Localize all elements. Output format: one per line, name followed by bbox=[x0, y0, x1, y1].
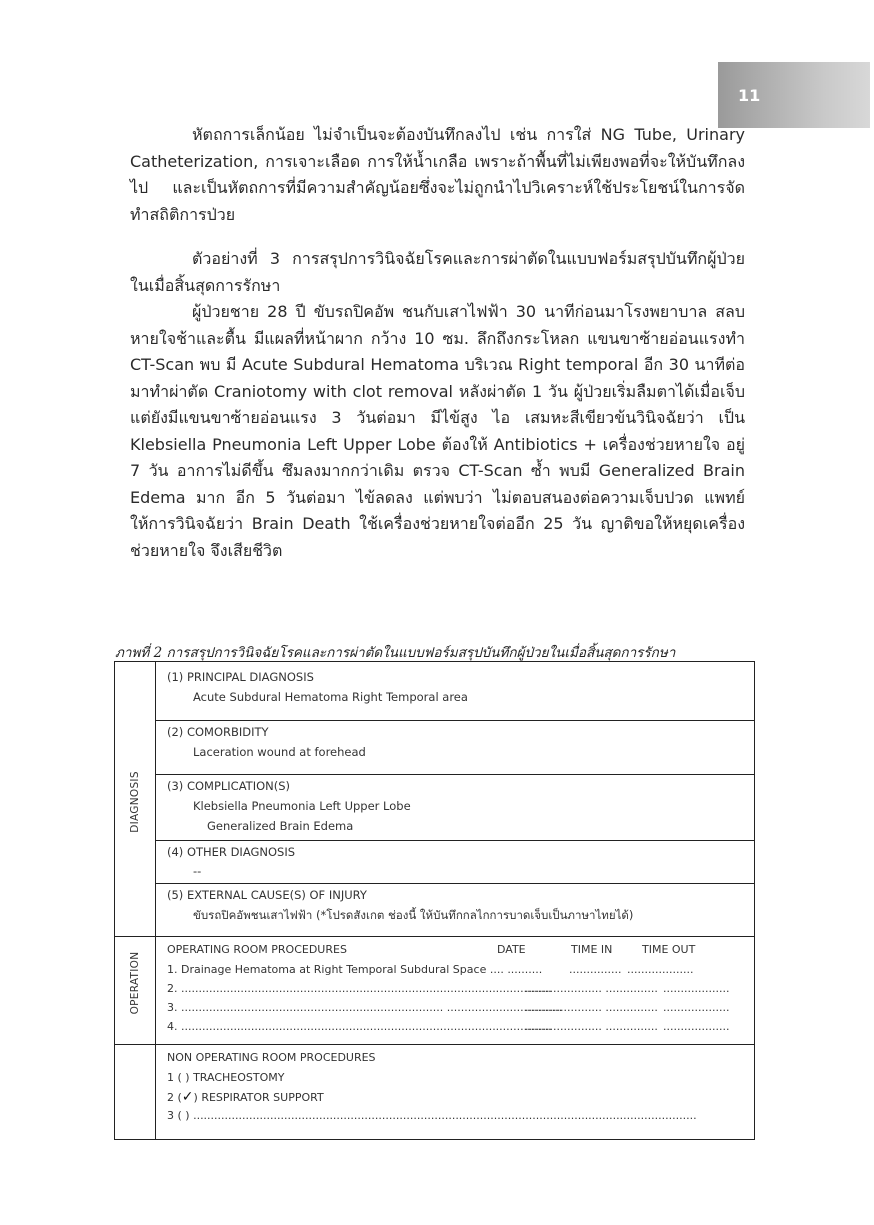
body-text-block bbox=[130, 122, 745, 564]
time-in-column-header: TIME IN bbox=[571, 943, 613, 956]
complication-label: (3) COMPLICATION(S) bbox=[167, 779, 291, 793]
respirator-prefix: 2 ( bbox=[167, 1091, 182, 1104]
or-row-2-time-out: ................... bbox=[663, 982, 730, 995]
respirator-label: ) RESPIRATOR SUPPORT bbox=[193, 1091, 324, 1104]
divider bbox=[115, 936, 754, 937]
or-procedure-row-2: 2. .......................................................................................................... bbox=[167, 982, 552, 995]
operation-side-label: OPERATION bbox=[129, 951, 141, 1015]
or-procedures-header: OPERATING ROOM PROCEDURES bbox=[167, 943, 347, 956]
or-procedure-row-1: 1. Drainage Hematoma at Right Temporal Subdural Space .... .......... bbox=[167, 963, 543, 976]
figure-caption: ภาพที่ 2 การสรุปการวินิจฉัยโรคและการผ่าตัดในแบบฟอร์มสรุปบันทึกผู้ป่วยในเมื่อสิ้นสุดการรักษา bbox=[115, 645, 676, 661]
or-row-3-time-out: ................... bbox=[663, 1001, 730, 1014]
external-cause-value: ขับรถปิคอัพชนเสาไฟฟ้า (*โปรดสังเกต ช่องนี้ ให้บันทึกกลไกการบาดเจ็บเป็นภาษาไทยได้) bbox=[193, 908, 634, 922]
or-procedure-row-3: 3. ........................................................................... ................................. bbox=[167, 1001, 563, 1014]
date-column-header: DATE bbox=[497, 943, 526, 956]
or-row-4-time-in: ...................... ............... bbox=[525, 1020, 658, 1033]
principal-diagnosis-value: Acute Subdural Hematoma Right Temporal area bbox=[193, 690, 468, 704]
external-cause-label: (5) EXTERNAL CAUSE(S) OF INJURY bbox=[167, 888, 367, 902]
summary-form bbox=[114, 661, 755, 1140]
or-row-4-time-out: ................... bbox=[663, 1020, 730, 1033]
paragraph-3: ผู้ป่วยชาย 28 ปี ขับรถปิคอัพ ชนกับเสาไฟฟ้า 30 นาทีก่อนมาโรงพยาบาล สลบหายใจช้าและตื้น มีแผลที่หน้าผาก กว้าง 10 ซม. ลึกถึงกระโหลก แขนขาซ้ายอ่อนแรงทำ CT-Scan พบ มี Acute Subdural Hematoma บริเวณ Right temporal อีก 30 นาทีต่อมาทำผ่าตัด Craniotomy with clot removal หลังผ่าตัด 1 วัน ผู้ป่วยเริ่มลืมตาได้เมื่อเจ็บ แต่ยังมีแขนขาซ้ายอ่อนแรง 3 วันต่อมา มีไข้สูง ไอ เสมหะสีเขียวข้นวินิจฉัยว่า เป็น Klebsiella Pneumonia Left Upper Lobe ต้องให้ Antibiotics + เครื่องช่วยหายใจ อยู่ 7 วัน อาการไม่ดีขึ้น ซึมลงมากกว่าเดิม ตรวจ CT-Scan ซ้ำ พบมี Generalized Brain Edema มาก อีก 5 วันต่อมา ไข้ลดลง แต่พบว่า ไม่ตอบสนองต่อความเจ็บปวด แพทย์ให้การวินิจฉัยว่า Brain Death ใช้เครื่องช่วยหายใจต่ออีก 25 วัน ญาติขอให้หยุดเครื่องช่วยหายใจ จึงเสียชีวิต bbox=[130, 302, 745, 560]
or-row-1-time-out: ................... bbox=[627, 963, 694, 976]
respirator-support-item bbox=[167, 1089, 324, 1105]
principal-diagnosis-label: (1) PRINCIPAL DIAGNOSIS bbox=[167, 670, 314, 684]
comorbidity-value: Laceration wound at forehead bbox=[193, 745, 366, 759]
divider bbox=[155, 840, 754, 841]
or-procedure-row-4: 4. .......................................................................................................... bbox=[167, 1020, 552, 1033]
form-left-divider bbox=[155, 662, 156, 1139]
paragraph-2: ตัวอย่างที่ 3 การสรุปการวินิจฉัยโรคและการผ่าตัดในแบบฟอร์มสรุปบันทึกผู้ป่วยในเมื่อสิ้นสุดการรักษา bbox=[130, 249, 745, 295]
divider bbox=[115, 1044, 754, 1045]
divider bbox=[155, 774, 754, 775]
complication-value-2: Generalized Brain Edema bbox=[207, 819, 354, 833]
page-number: 11 bbox=[738, 86, 761, 105]
or-row-3-time-in: ...................... ............... bbox=[525, 1001, 658, 1014]
non-or-procedures-header: NON OPERATING ROOM PROCEDURES bbox=[167, 1051, 376, 1064]
comorbidity-label: (2) COMORBIDITY bbox=[167, 725, 269, 739]
other-diagnosis-label: (4) OTHER DIAGNOSIS bbox=[167, 845, 296, 859]
or-row-2-time-in: ...................... ............... bbox=[525, 982, 658, 995]
complication-value-1: Klebsiella Pneumonia Left Upper Lobe bbox=[193, 799, 411, 813]
time-out-column-header: TIME OUT bbox=[642, 943, 696, 956]
blank-procedure-item: 3 ( ) ................................................................................................................................................ bbox=[167, 1109, 697, 1122]
diagnosis-side-label: DIAGNOSIS bbox=[129, 771, 141, 833]
divider bbox=[155, 883, 754, 884]
tracheostomy-item: 1 ( ) TRACHEOSTOMY bbox=[167, 1071, 285, 1084]
divider bbox=[155, 720, 754, 721]
other-diagnosis-value: -- bbox=[193, 864, 202, 878]
or-row-1-time-in: ............... bbox=[569, 963, 622, 976]
paragraph-1: หัตถการเล็กน้อย ไม่จำเป็นจะต้องบันทึกลงไป เช่น การใส่ NG Tube, Urinary Catheterization, การเจาะเลือด การให้น้ำเกลือ เพราะถ้าพื้นที่ไม่เพียงพอที่จะให้บันทึกลงไป และเป็นหัตถการที่มีความสำคัญน้อยซึ่งจะไม่ถูกนำไปวิเคราะห์ใช้ประโยชน์ในการจัดทำสถิติการป่วย bbox=[130, 125, 745, 224]
checkmark-icon: ✓ bbox=[181, 1089, 194, 1105]
